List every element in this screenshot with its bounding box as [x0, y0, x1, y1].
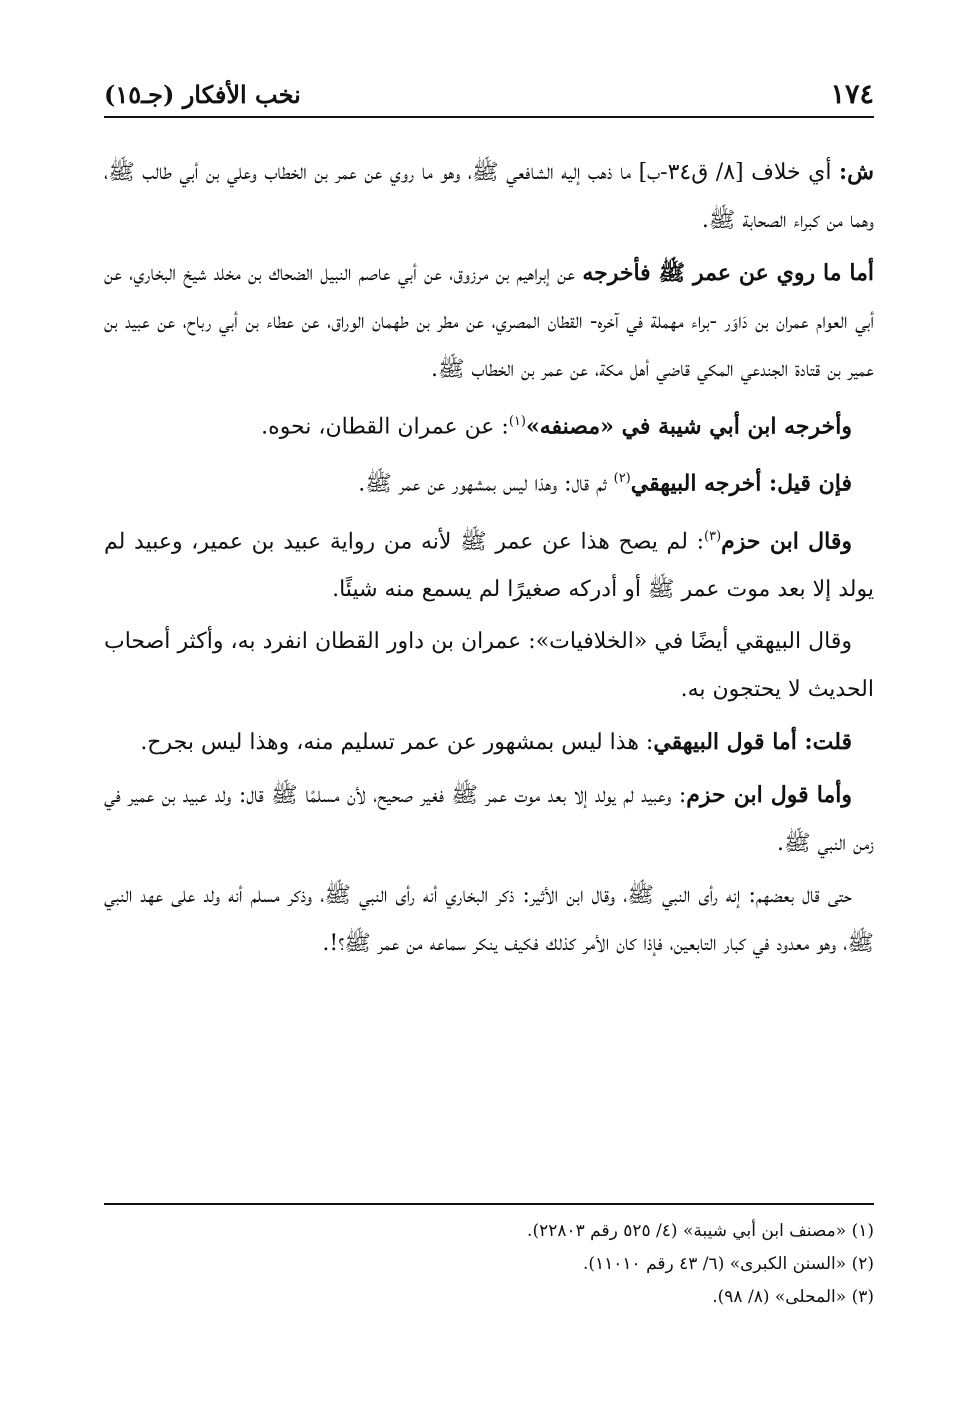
paragraph-9 — [104, 872, 874, 968]
paragraph-7-text: : هذا ليس بمشهور عن عمر تسليم منه، وهذا ليس بجرح. — [140, 729, 654, 755]
footnote-3: (٣) «المحلى» (٨/ ٩٨). — [712, 1287, 874, 1307]
paragraph-3-lead: وأخرجه ابن أبي شيبة في «مصنفه» — [525, 413, 852, 440]
paragraph-1-text: أي خلاف [٨/ ق٣٤-ب] ما ذهب إليه الشافعي ﷺ، وهو ما روي عن عمر بن الخطاب وعلي بن أبي طالب ﷺ، وهما من كبراء الصحابة ﷺ. — [104, 160, 874, 233]
paragraph-9-text: حتى قال بعضهم: إنه رأى النبي ﷺ، وقال ابن الأثير: ذكر البخاري أنه رأى النبي ﷺ، وذكر مسلم أنه ولد على عهد النبي ﷺ، وهو معدود في كبار التابعين، فإذا كان الأمر كذلك فكيف ينكر سماعه من عمر ﷺ؟!. — [104, 882, 874, 956]
paragraph-3-text: : عن عمران القطان، نحوه. — [261, 414, 509, 440]
paragraph-2-text: عن إبراهيم بن مرزوق، عن أبي عاصم النبيل الضحاك بن مخلد شيخ البخاري، عن أبي العوام عمران بن دَاوَر -براء مهملة في آخره- القطان المصري، عن مطر بن طهمان الوراق، عن عطاء بن أبي رباح، عن عبيد بن عمير بن قتادة الجندعي المكي قاضي أهل مكة، عن عمر بن الخطاب ﷺ. — [104, 261, 874, 382]
page-header — [104, 72, 874, 118]
paragraph-3 — [104, 398, 874, 451]
paragraph-2-lead: أما ما روي عن عمر ﷺ فأخرجه — [582, 260, 875, 286]
paragraph-4-lead: فإن قيل: أخرجه البيهقي — [630, 470, 852, 497]
footnote-2: (٢) «السنن الكبرى» (٦/ ٤٣ رقم ١١٠١٠). — [582, 1254, 874, 1274]
paragraph-4-text: ثم قال: وهذا ليس بمشهور عن عمر ﷺ. — [358, 471, 614, 497]
paragraph-7-lead: قلت: أما قول البيهقي — [653, 728, 852, 755]
main-text — [104, 148, 874, 972]
footnote-ref-2[interactable]: (٢) — [613, 471, 631, 487]
footnotes — [104, 1203, 874, 1314]
book-title: نخب الأفكار (جـ١٥) — [104, 79, 301, 109]
paragraph-6-text: وقال البيهقي أيضًا في «الخلافيات»: عمران بن داور القطان انفرد به، وأكثر أصحاب الحديث لا يحتجون به. — [104, 628, 874, 702]
paragraph-6 — [104, 618, 874, 714]
paragraph-8-lead: وأما قول ابن حزم — [686, 781, 852, 808]
paragraph-1 — [104, 148, 874, 245]
paragraph-8-text: : وعبيد لم يولد إلا بعد موت عمر ﷺ فغير صحيح، لأن مسلمًا ﷺ قال: ولد عبيد بن عمير في زمن النبي ﷺ. — [104, 782, 874, 856]
paragraph-7 — [104, 718, 874, 767]
footnote-1: (١) «مصنف ابن أبي شيبة» (٤/ ٥٢٥ رقم ٢٢٨٠٣). — [527, 1221, 874, 1241]
footnote-divider — [104, 1205, 874, 1215]
footnote-ref-3[interactable]: (٣) — [704, 528, 722, 544]
paragraph-2 — [104, 249, 874, 394]
paragraph-5-text: : لم يصح هذا عن عمر ﷺ لأنه من رواية عبيد بن عمير، وعبيد لم يولد إلا بعد موت عمر ﷺ أو أدركه صغيرًا لم يسمع منه شيئًا. — [104, 528, 874, 602]
paragraph-4 — [104, 455, 874, 508]
footnote-ref-1[interactable]: (١) — [508, 414, 526, 429]
paragraph-8 — [104, 771, 874, 868]
paragraph-1-lead: ش: — [839, 159, 874, 185]
page-number: ١٧٤ — [830, 78, 874, 110]
paragraph-5 — [104, 513, 874, 614]
paragraph-5-lead: وقال ابن حزم — [721, 527, 852, 554]
